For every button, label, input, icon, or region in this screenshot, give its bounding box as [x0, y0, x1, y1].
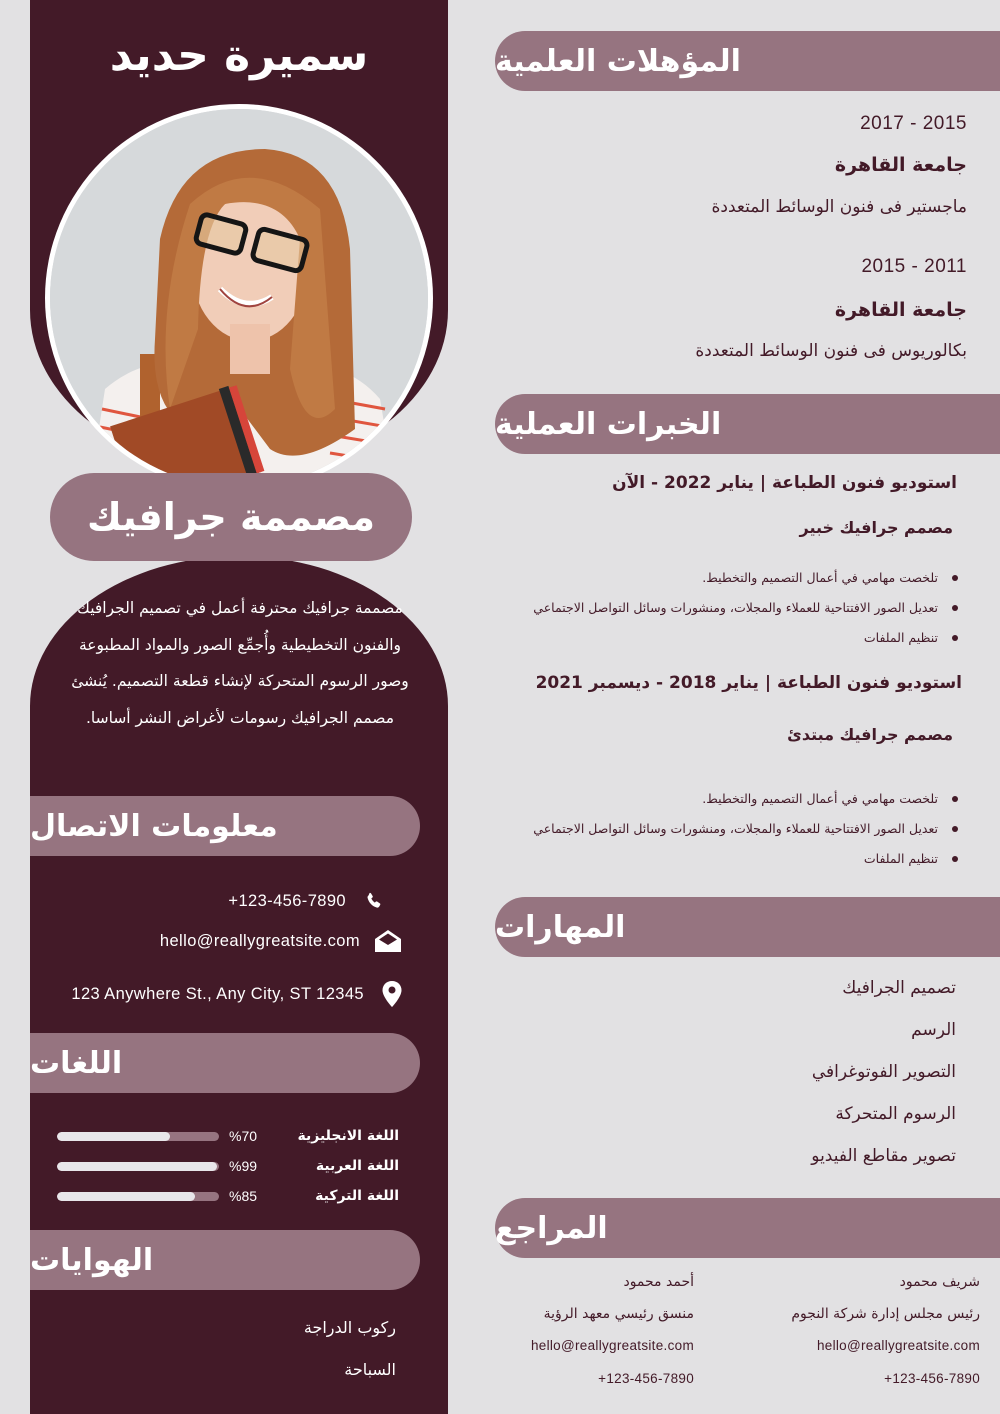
language-name: اللغة التركية	[315, 1188, 399, 1204]
hobby-item: السباحة	[344, 1360, 396, 1379]
location-icon	[378, 980, 406, 1008]
reference-name: شريف محمود	[899, 1274, 980, 1290]
job-duty-item: تعديل الصور الافتتاحية للعملاء والمجلات، ومنشورات وسائل التواصل الاجتماعي	[533, 593, 958, 623]
job-title: استوديو فنون الطباعة | يناير 2022 - الآن	[612, 473, 957, 493]
reference-phone[interactable]: +123-456-7890	[884, 1371, 980, 1386]
skill-item: الرسم	[911, 1020, 956, 1040]
skill-item: التصوير الفوتوغرافي	[811, 1062, 956, 1082]
education-years: 2015 - 2011	[861, 256, 967, 277]
job-role: مصمم جرافيك خبير	[799, 518, 953, 537]
language-progress-bar	[57, 1192, 219, 1201]
job-duty-item: تنظيم الملفات	[533, 623, 958, 653]
reference-email[interactable]: hello@reallygreatsite.com	[530, 1338, 694, 1353]
skill-item: الرسوم المتحركة	[835, 1104, 956, 1124]
language-percent: %85	[229, 1188, 258, 1204]
job-role: مصمم جرافيك مبتدئ	[787, 725, 953, 744]
contact-section-heading: معلومات الاتصال	[30, 796, 420, 856]
experience-section-heading: الخبرات العملية	[495, 394, 1000, 454]
job-duties-list	[533, 784, 958, 874]
language-progress-fill	[57, 1132, 170, 1141]
email-icon	[374, 927, 402, 955]
education-degree: ماجستير فى فنون الوسائط المتعددة	[711, 197, 967, 217]
portrait-image	[50, 109, 428, 487]
language-row	[57, 1127, 399, 1145]
education-degree: بكالوريوس فى فنون الوسائط المتعددة	[695, 341, 967, 361]
reference-title: رئيس مجلس إدارة شركة النجوم	[791, 1306, 980, 1322]
language-row	[57, 1157, 399, 1175]
contact-email-value[interactable]: hello@reallygreatsite.com	[159, 931, 360, 950]
candidate-name: سميرة حديد	[109, 30, 369, 81]
references-section-heading: المراجع	[495, 1198, 1000, 1258]
job-duty-item: تلخصت مهامي في أعمال التصميم والتخطيط.	[533, 784, 958, 814]
language-progress-bar	[57, 1132, 219, 1141]
language-percent: %99	[229, 1158, 258, 1174]
language-progress-fill	[57, 1192, 195, 1201]
contact-address	[71, 980, 406, 1008]
job-title: استوديو فنون الطباعة | يناير 2018 - ديسمبر 2021	[535, 673, 962, 693]
reference-phone[interactable]: +123-456-7890	[598, 1371, 694, 1386]
profile-photo	[50, 109, 428, 487]
job-duty-item: تعديل الصور الافتتاحية للعملاء والمجلات، ومنشورات وسائل التواصل الاجتماعي	[533, 814, 958, 844]
contact-email	[160, 927, 402, 955]
language-progress-bar	[57, 1162, 219, 1171]
job-duty-item: تنظيم الملفات	[533, 844, 958, 874]
languages-section-heading: اللغات	[30, 1033, 420, 1093]
reference-card	[494, 1274, 694, 1394]
education-section-heading: المؤهلات العلمية	[495, 31, 1000, 91]
job-duties-list	[533, 563, 958, 653]
skills-section-heading: المهارات	[495, 897, 1000, 957]
skill-item: تصوير مقاطع الفيديو	[811, 1146, 956, 1166]
reference-title: منسق رئيسي معهد الرؤية	[543, 1306, 694, 1322]
contact-phone	[228, 887, 388, 915]
language-progress-fill	[57, 1162, 217, 1171]
hobby-item: ركوب الدراجة	[303, 1318, 396, 1337]
education-school: جامعة القاهرة	[834, 154, 967, 176]
language-percent: %70	[229, 1128, 258, 1144]
job-duty-item: تلخصت مهامي في أعمال التصميم والتخطيط.	[533, 563, 958, 593]
job-title-badge: مصممة جرافيك	[50, 473, 412, 561]
education-school: جامعة القاهرة	[834, 299, 967, 321]
hobbies-section-heading: الهوايات	[30, 1230, 420, 1290]
language-name: اللغة العربية	[315, 1158, 399, 1174]
reference-card	[720, 1274, 980, 1394]
contact-phone-value[interactable]: +123-456-7890	[228, 891, 346, 910]
language-name: اللغة الانجليزية	[297, 1128, 399, 1144]
profile-summary: مصممة جرافيك محترفة أعمل في تصميم الجرافيك والفنون التخطيطية وأُجمِّع الصور والمواد المطبوعة وصور الرسوم المتحركة لإنشاء قطعة التصميم. يُنشئ مصمم الجرافيك رسومات لأغراض النشر أساسا.	[71, 599, 409, 727]
skill-item: تصميم الجرافيك	[842, 978, 956, 998]
language-row	[57, 1187, 399, 1205]
profile-photo-frame	[45, 104, 433, 492]
phone-icon	[360, 887, 388, 915]
education-years: 2017 - 2015	[860, 113, 967, 134]
reference-email[interactable]: hello@reallygreatsite.com	[816, 1338, 980, 1353]
reference-name: أحمد محمود	[623, 1274, 694, 1290]
contact-address-value: 123 Anywhere St., Any City, ST 12345	[71, 984, 364, 1003]
